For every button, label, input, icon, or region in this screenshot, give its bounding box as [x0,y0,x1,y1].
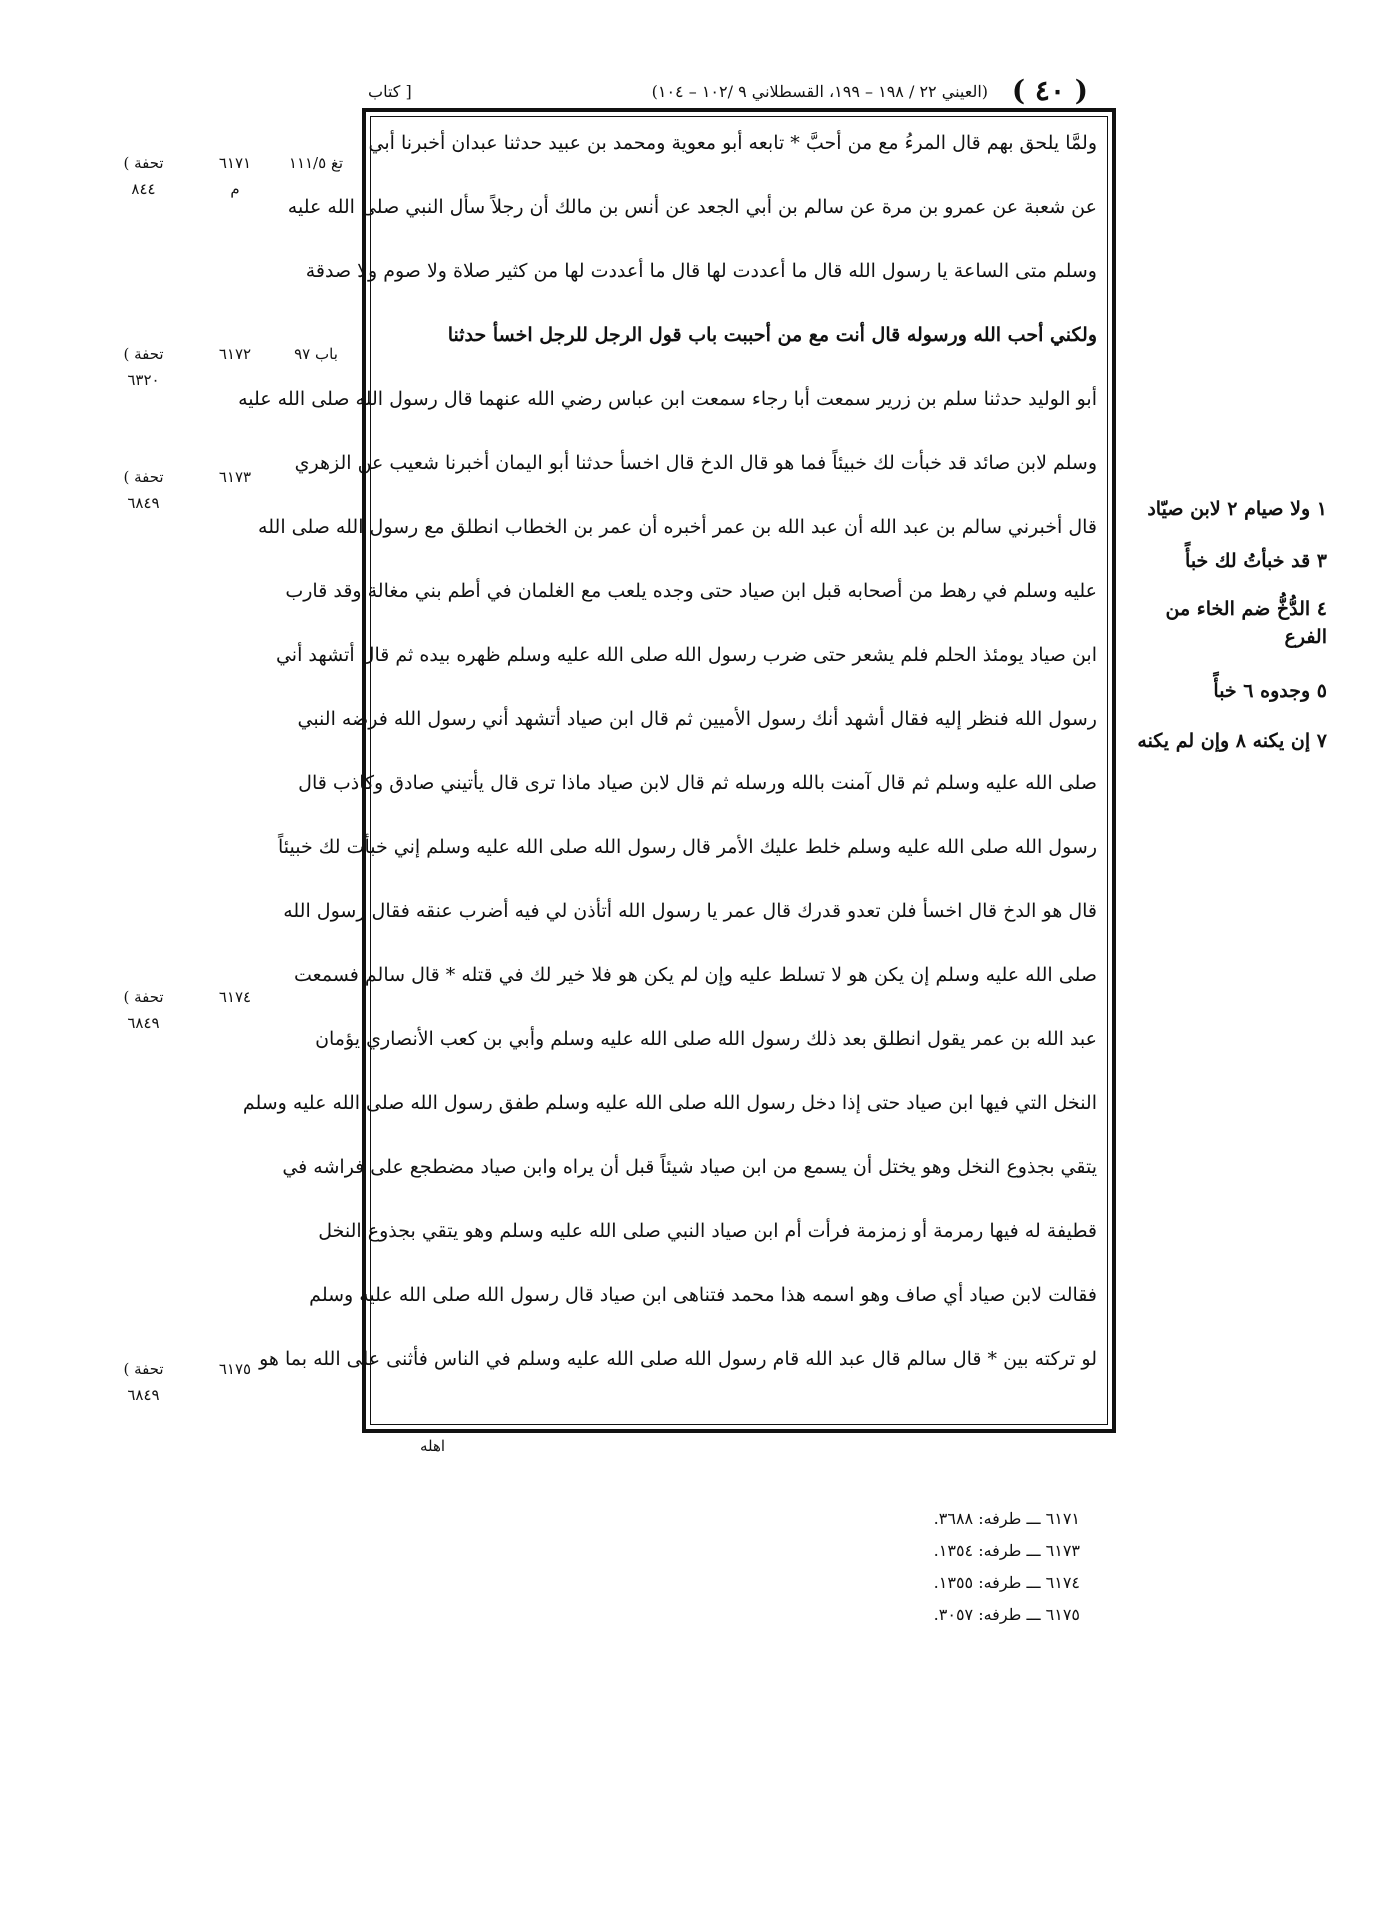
text-line: صلى الله عليه وسلم ثم قال آمنت بالله ورسله ثم قال لابن صياد ماذا ترى قال يأتيني صادق وكاذب قال [298,772,1097,794]
page-number: ( ٤٠ ) [1011,74,1088,107]
footnote: ٦١٧٤ ـــ طرفه: ١٣٥٥. [933,1573,1080,1592]
footnote: ٦١٧٥ ـــ طرفه: ٣٠٥٧. [933,1605,1080,1624]
hadith-sub: م [230,180,240,198]
text-line: لو تركته بين * قال سالم قال عبد الله قام رسول الله صلى الله عليه وسلم في الناس فأثنى على الله بما هو [259,1348,1097,1370]
text-line: صلى الله عليه وسلم إن يكن هو لا تسلط عليه وإن لم يكن هو فلا خير لك في قتله * قال سالم فسمعت [294,964,1097,986]
tuhfa-label: ( تحفة [123,988,164,1006]
tuhfa-label: ( تحفة [123,345,164,363]
hadith-number: ٦١٧٢ [218,345,252,363]
tuhfa-label: ( تحفة [123,154,164,172]
text-line: وسلم لابن صائد قد خبأت لك خبيئاً فما هو قال الدخ قال اخسأ حدثنا أبو اليمان أخبرنا شعيب عن الزهري [294,452,1097,474]
hadith-number: ٦١٧٥ [218,1360,252,1378]
variant-note: ٤ الدُّخُّ ضم الخاء من الفرع [1165,598,1327,648]
cross-reference: تغ ١١١/٥ [288,154,344,172]
text-line: ولكني أحب الله ورسوله قال أنت مع من أحببت باب قول الرجل للرجل اخسأ حدثنا [447,324,1097,346]
page-header [368,74,1088,107]
tuhfa-number: ٦٨٤٩ [127,1014,160,1032]
below-frame-note: اهله [420,1437,446,1455]
tuhfa-label: ( تحفة [123,468,164,486]
variant-note: ٧ إن يكنه ٨ وإن لم يكنه [1137,730,1327,752]
tuhfa-label: ( تحفة [123,1360,164,1378]
footnotes [870,1503,1080,1631]
hadith-number: ٦١٧٣ [218,468,252,486]
text-line: أبو الوليد حدثنا سلم بن زرير سمعت أبا رجاء سمعت ابن عباس رضي الله عنهما قال رسول الله صلى الله عليه [238,388,1097,410]
text-line: عن شعبة عن عمرو بن مرة عن سالم بن أبي الجعد عن أنس بن مالك أن رجلاً سأل النبي صلى الله عليه [287,196,1097,218]
text-line: يتقي بجذوع النخل وهو يختل أن يسمع من ابن صياد شيئاً قبل أن يراه وابن صياد مضطجع على فراشه في [282,1156,1097,1178]
text-line: رسول الله فنظر إليه فقال أشهد أنك رسول الأميين ثم قال ابن صياد أتشهد أني رسول الله فرضه النبي [297,708,1097,730]
text-line: وسلم متى الساعة يا رسول الله قال ما أعددت لها قال ما أعددت لها من كثير صلاة ولا صوم ولا صدقة [305,260,1097,282]
variant-note: ١ ولا صيام ٢ لابن صيّاد [1147,498,1327,520]
hadith-number: ٦١٧١ [218,154,252,172]
text-line: قال أخبرني سالم بن عبد الله أن عبد الله بن عمر أخبره أن عمر بن الخطاب انطلق مع رسول الله صلى الله [258,516,1097,538]
header-book-title: [ كتاب [368,82,412,101]
text-line: عبد الله بن عمر يقول انطلق بعد ذلك رسول الله صلى الله عليه وسلم وأبي بن كعب الأنصاري يؤمان [315,1028,1097,1050]
tuhfa-number: ٦٨٤٩ [127,494,160,512]
text-line: ابن صياد يومئذ الحلم فلم يشعر حتى ضرب رسول الله صلى الله عليه وسلم ظهره بيده ثم قال أتشهد أني [275,644,1097,666]
variant-note: ٣ قد خبأتُ لك خبأً [1185,550,1327,572]
footnote: ٦١٧١ ـــ طرفه: ٣٦٨٨. [933,1509,1080,1528]
text-line: رسول الله صلى الله عليه وسلم خلط عليك الأمر قال رسول الله صلى الله عليه وسلم إني خبأت لك خبيئاً [277,836,1097,858]
footnote: ٦١٧٣ ـــ طرفه: ١٣٥٤. [933,1541,1080,1560]
header-reference: (العيني ٢٢ / ١٩٨ – ١٩٩، القسطلاني ٩ /١٠٢ – ١٠٤) [651,82,988,101]
tuhfa-number: ٦٣٢٠ [127,371,160,389]
text-line: قال هو الدخ قال اخسأ فلن تعدو قدرك قال عمر يا رسول الله أتأذن لي فيه أضرب عنقه فقال رسول الله [283,900,1097,922]
hadith-number: ٦١٧٤ [218,988,252,1006]
text-line: ولمَّا يلحق بهم قال المرءُ مع من أحبَّ * تابعه أبو معوية ومحمد بن عبيد حدثنا عبدان أخبرنا أبي [368,132,1097,154]
variant-notes [1122,495,1327,769]
tuhfa-number: ٨٤٤ [131,180,156,198]
variant-note: ٥ وجدوه ٦ خبأً [1213,680,1327,702]
tuhfa-number: ٦٨٤٩ [127,1386,160,1404]
text-line: قطيفة له فيها رمرمة أو زمزمة فرأت أم ابن صياد النبي صلى الله عليه وسلم وهو يتقي بجذوع النخل [318,1220,1097,1242]
text-line: فقالت لابن صياد أي صاف وهو اسمه هذا محمد فتناهى ابن صياد قال رسول الله صلى الله عليه وسلم [309,1284,1097,1306]
text-line: النخل التي فيها ابن صياد حتى إذا دخل رسول الله صلى الله عليه وسلم طفق رسول الله صلى الله عليه وسلم [242,1092,1097,1114]
cross-reference: باب ٩٧ [294,345,338,363]
text-line: عليه وسلم في رهط من أصحابه قبل ابن صياد حتى وجده يلعب مع الغلمان في أطم بني مغالة وقد قارب [285,580,1097,602]
